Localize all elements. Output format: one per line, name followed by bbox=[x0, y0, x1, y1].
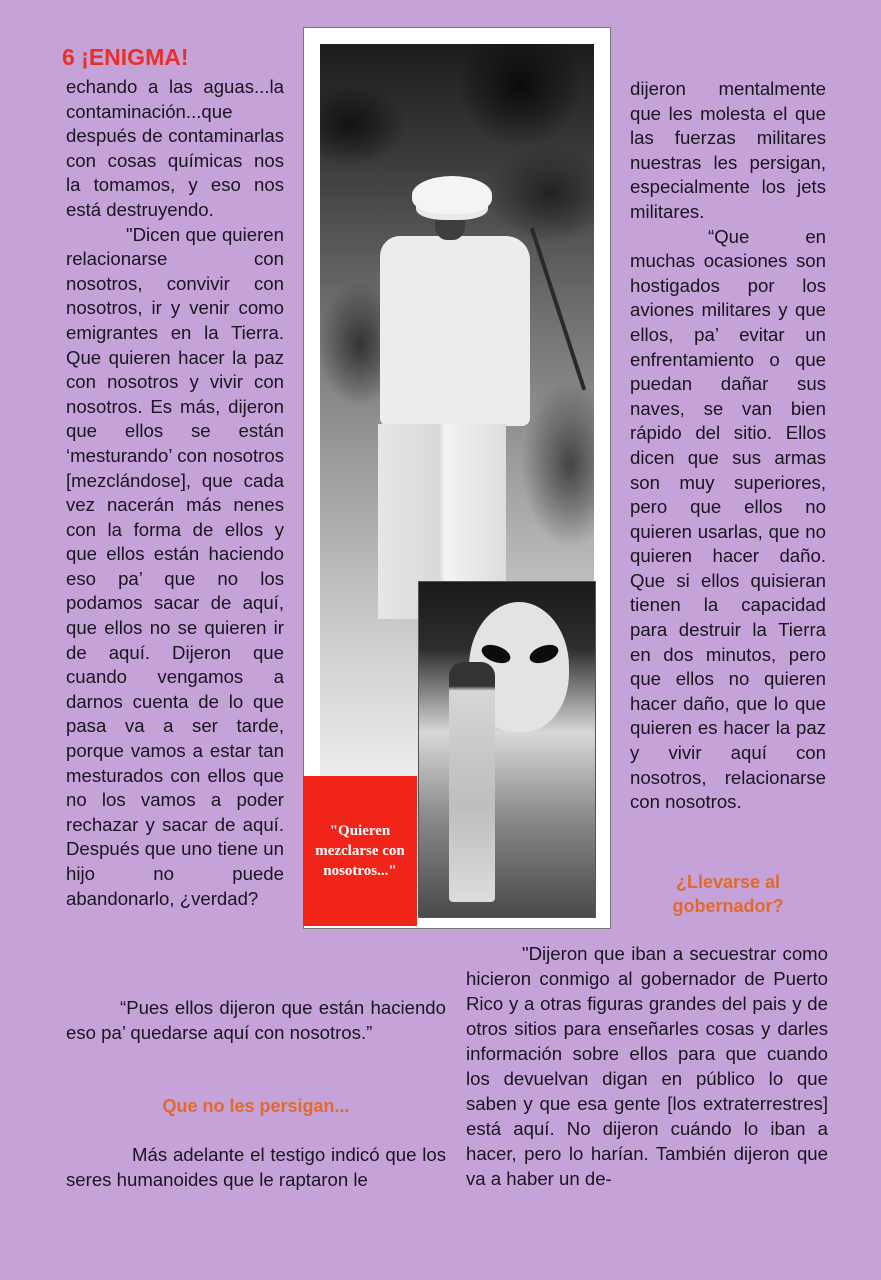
right-column bbox=[630, 77, 826, 815]
photo-alien-inset bbox=[418, 581, 596, 918]
subhead-persigan: Que no les persigan... bbox=[162, 1096, 350, 1116]
page-header: 6 ¡ENIGMA! bbox=[62, 44, 189, 70]
bottom-left-text bbox=[66, 1142, 446, 1192]
right-paragraph-2: “Que en muchas ocasiones son hostigados por los aviones militares y que ellos, pa’ evitar un enfrentamiento o que puedan dañar sus naves, se van bien rápido del sitio. Ellos dicen que sus armas son muy superiores, pero que ellos no quieren usarlas, que no quieren hacer daño. Que si ellos quisieran tienen la capacidad para destruir la Tierra en dos minutos, pero que ellos no quieren hacer daño, que lo que quieren es hacer la paz y vivir aquí con nosotros, relacionarse con nosotros. bbox=[630, 225, 826, 813]
bottom-right-text bbox=[466, 941, 828, 1191]
right-paragraph-1: dijeron mentalmente que les molesta el que las fuerzas militares nuestras les persigan, especialmente los jets militares. bbox=[630, 78, 826, 222]
standing-man-figure bbox=[449, 662, 495, 902]
photo-caption-box bbox=[303, 776, 417, 926]
quote-paragraph: “Pues ellos dijeron que están haciendo eso pa’ quedarse aquí con nosotros.” bbox=[66, 997, 446, 1043]
man-shirt bbox=[380, 236, 530, 426]
left-column bbox=[66, 75, 284, 911]
bottom-left-paragraph: Más adelante el testigo indicó que los seres humanoides que le raptaron le bbox=[66, 1144, 446, 1190]
photo-frame bbox=[303, 27, 611, 929]
photo-caption: "Quieren mezclarse con nosotros..." bbox=[315, 823, 405, 879]
subhead-gobernador: ¿Llevarse al gobernador? bbox=[672, 872, 784, 916]
left-paragraph-2: "Dicen que quieren relacionarse con nosotros, convivir con nosotros, ir y venir como emigrantes en la Tierra. Que quieren hacer la paz con nosotros y vivir con nosotros. Es más, dijeron que ellos se están ‘mesturando’ con nosotros [mezclándose], que cada vez nacerán más nenes con la forma de ellos y que ellos están haciendo eso pa’ que no los podamos sacar de aquí, que ellos no se quieren ir de aquí. Dijeron que cuando vengamos a darnos cuenta de lo que pasa va a ser tarde, porque vamos a estar tan mesturados con ellos que no los vamos a poder rechazar y sacar de aquí. Después que uno tiene un hijo no puede abandonarlo, ¿verdad? bbox=[66, 223, 284, 909]
bottom-left-quote bbox=[66, 995, 446, 1045]
left-paragraph-1: echando a las aguas...la contaminación...que después de contaminarlas con cosas químicas nos la tomamos, y eso nos está destruyendo. bbox=[66, 76, 284, 220]
bottom-right-paragraph: "Dijeron que iban a secuestrar como hicieron conmigo al gobernador de Puerto Rico y a otras figuras grandes del pais y de otros sitios para enseñarles cosas y darles información sobre ellos para que cuando los devuelvan digan en público lo que saben y que esa gente [los extraterrestres] está aquí. No dijeron cuándo lo iban a hacer, pero lo harían. También dijeron que va a haber un de- bbox=[466, 943, 828, 1189]
man-hat bbox=[412, 176, 492, 214]
